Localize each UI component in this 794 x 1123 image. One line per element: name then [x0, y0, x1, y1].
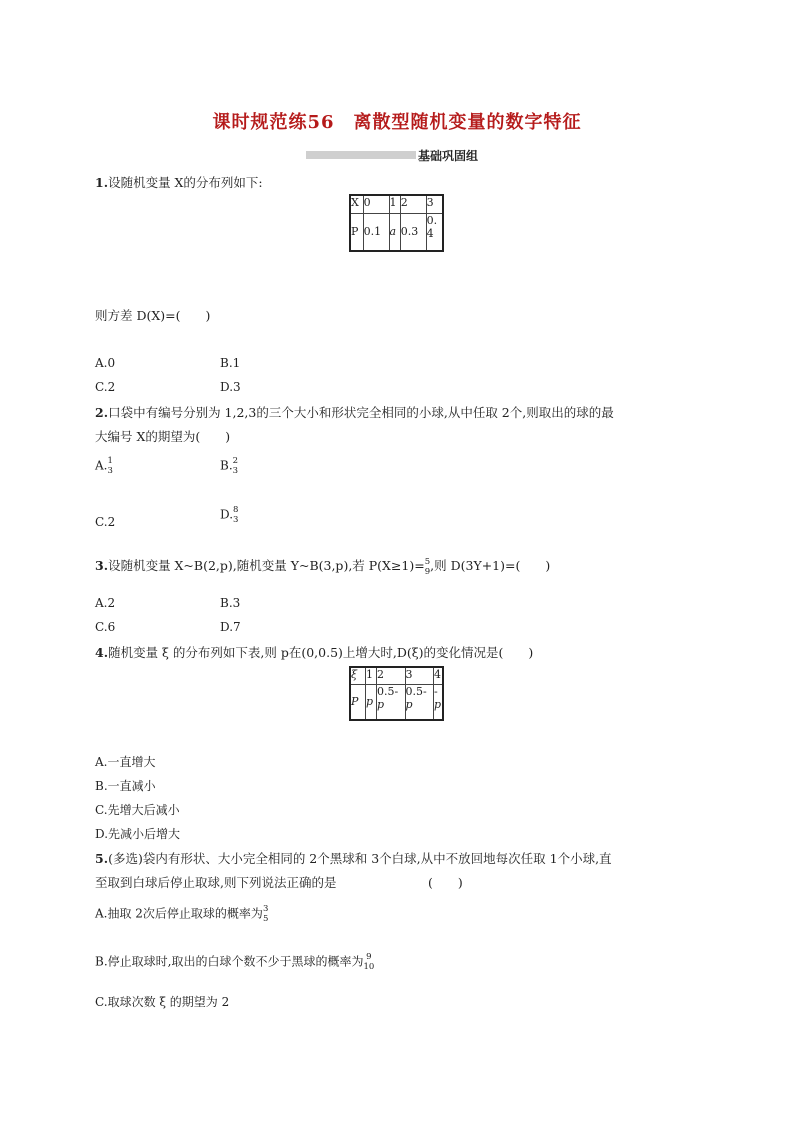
cell-line: p — [434, 697, 442, 711]
q1-stem — [95, 173, 263, 191]
denominator: 3 — [233, 515, 239, 525]
table-cell: P — [350, 684, 366, 720]
q5-text: (多选)袋内有形状、大小完全相同的 2个黑球和 3个白球,从中不放回地每次任取 1个小球,直 — [108, 851, 612, 866]
q2-stem-line2: 大编号 X的期望为( ) — [95, 429, 231, 444]
q2-option-d — [220, 505, 238, 525]
numerator: 9 — [366, 952, 372, 962]
cell-line: 4 — [426, 226, 434, 240]
denominator: 10 — [363, 962, 375, 972]
q3-option-c: C.6 — [95, 620, 116, 634]
q4-option-a: A.一直增大 — [95, 755, 156, 769]
table-cell — [377, 684, 406, 720]
table-cell: 2 — [377, 667, 406, 684]
numerator: 2 — [232, 456, 239, 466]
q1-text: 设随机变量 X的分布列如下: — [108, 175, 263, 190]
numerator: 3 — [262, 904, 269, 914]
q1-option-c: C.2 — [95, 380, 116, 394]
fraction — [263, 904, 268, 924]
q5-number: 5. — [95, 851, 109, 866]
q2-number: 2. — [95, 405, 109, 420]
q4-option-b: B.一直减小 — [95, 779, 156, 793]
table-cell: p — [366, 684, 377, 720]
table-cell: 0.1 — [363, 213, 389, 251]
table-cell: 1 — [389, 195, 400, 213]
table-cell: a — [389, 213, 400, 251]
option-letter: D. — [220, 507, 234, 522]
q4-distribution-table — [349, 666, 444, 721]
denominator: 9 — [424, 566, 431, 577]
q1-ask: 则方差 D(X)=( ) — [95, 308, 211, 323]
q5-option-c: C.取球次数 ξ 的期望为 2 — [95, 995, 230, 1009]
table-cell: 4 — [434, 667, 444, 684]
q5-stem-line1 — [95, 849, 612, 867]
q3-text-post: ,则 D(3Y+1)=( ) — [430, 558, 551, 573]
q5-answer-paren: ( ) — [428, 875, 463, 890]
fraction — [363, 952, 374, 972]
section-divider-bar — [306, 151, 416, 159]
q4-option-c: C.先增大后减小 — [95, 803, 180, 817]
numerator: 5 — [424, 556, 431, 567]
table-cell: 0 — [363, 195, 389, 213]
cell-line: 0.5- — [405, 684, 427, 698]
q2-option-b — [220, 456, 238, 476]
denominator: 3 — [232, 466, 239, 476]
table-cell — [434, 684, 444, 720]
q1-distribution-table — [349, 194, 444, 252]
q1-option-b: B.1 — [220, 356, 241, 370]
q3-option-d: D.7 — [220, 620, 241, 634]
q2-stem-line1 — [95, 403, 614, 421]
q5-option-a — [95, 904, 268, 924]
table-cell: 2 — [400, 195, 426, 213]
q3-option-a: A.2 — [95, 596, 116, 610]
denominator: 5 — [262, 914, 269, 924]
q5-option-b — [95, 952, 374, 972]
numerator: 1 — [107, 456, 113, 466]
option-letter: A. — [95, 458, 108, 473]
q4-number: 4. — [95, 645, 109, 660]
q1-option-a: A.0 — [95, 356, 116, 370]
q1-option-d: D.3 — [220, 380, 241, 394]
table-cell: 3 — [426, 195, 443, 213]
section-label: 基础巩固组 — [418, 149, 479, 163]
table-cell: X — [350, 195, 363, 213]
q2-option-c: C.2 — [95, 515, 116, 529]
table-cell: 3 — [405, 667, 434, 684]
q3-text-pre: 设随机变量 X~B(2,p),随机变量 Y~B(3,p),若 P(X≥1)= — [108, 558, 425, 573]
option-text: B.停止取球时,取出的白球个数不少于黑球的概率为 — [95, 954, 364, 969]
table-cell: 0.3 — [400, 213, 426, 251]
table-cell: 1 — [366, 667, 377, 684]
page-title: 课时规范练56 离散型随机变量的数字特征 — [212, 112, 582, 133]
table-cell — [405, 684, 434, 720]
numerator: 8 — [233, 505, 239, 515]
q2-option-a — [95, 456, 113, 476]
q1-number: 1. — [95, 175, 109, 190]
table-cell — [426, 213, 443, 251]
denominator: 3 — [107, 466, 113, 476]
fraction — [107, 456, 112, 476]
q4-stem — [95, 643, 533, 661]
table-cell: P — [350, 213, 363, 251]
fraction — [233, 456, 238, 476]
cell-line: p — [405, 697, 413, 711]
q3-number: 3. — [95, 558, 109, 573]
cell-line: 0. — [426, 213, 438, 227]
q4-text: 随机变量 ξ 的分布列如下表,则 p在(0,0.5)上增大时,D(ξ)的变化情况是( ) — [108, 645, 534, 660]
q4-option-d: D.先减小后增大 — [95, 827, 181, 841]
q2-text: 口袋中有编号分别为 1,2,3的三个大小和形状完全相同的小球,从中任取 2个,则取出的球的最 — [108, 405, 614, 420]
option-letter: B. — [220, 458, 233, 473]
fraction — [233, 505, 238, 525]
q3-option-b: B.3 — [220, 596, 241, 610]
option-text: A.抽取 2次后停止取球的概率为 — [95, 906, 263, 921]
cell-line: 0.5- — [377, 684, 399, 698]
table-cell: ξ — [350, 667, 366, 684]
cell-line: p — [377, 697, 385, 711]
q3-stem — [95, 556, 550, 577]
cell-line: - — [434, 684, 438, 698]
q5-stem-line2: 至取到白球后停止取球,则下列说法正确的是 — [95, 875, 337, 890]
